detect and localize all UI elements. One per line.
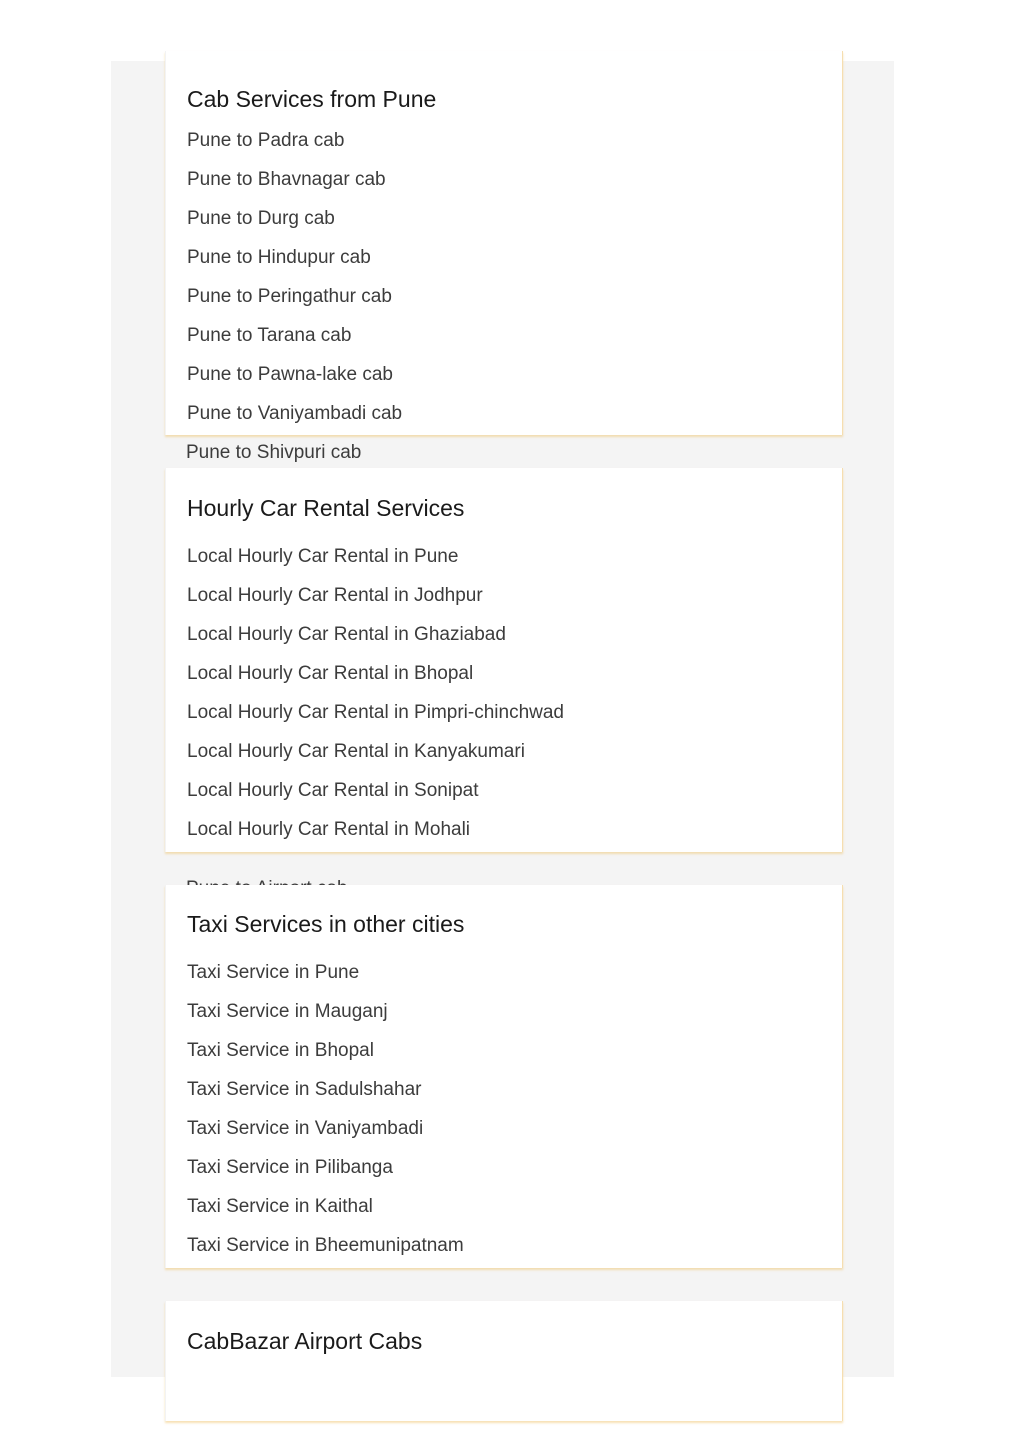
list-item[interactable]: Local Hourly Car Rental in Jodhpur bbox=[187, 585, 483, 606]
list-item[interactable]: Pune to Bhavnagar cab bbox=[187, 169, 386, 190]
list-item[interactable]: Taxi Service in Pune bbox=[187, 962, 360, 983]
card-airport-cabs bbox=[165, 1301, 843, 1421]
list-item[interactable]: Local Hourly Car Rental in Pune bbox=[187, 546, 459, 567]
list-item[interactable]: Pune to Peringathur cab bbox=[187, 286, 392, 307]
link-list-clip bbox=[166, 953, 842, 1256]
list-item[interactable]: Local Hourly Car Rental in Ghaziabad bbox=[187, 624, 506, 645]
overflow-list-item[interactable]: Pune to Shivpuri cab bbox=[186, 442, 362, 463]
list-item[interactable]: Taxi Service in Kaithal bbox=[187, 1196, 373, 1217]
section-title: Hourly Car Rental Services bbox=[187, 495, 465, 521]
list-item[interactable]: Taxi Service in Pilibanga bbox=[187, 1157, 393, 1178]
taxi-services-list bbox=[187, 953, 832, 1265]
list-item[interactable]: Local Hourly Car Rental in Mohali bbox=[187, 819, 471, 840]
list-item[interactable]: Pune to Pawna-lake cab bbox=[187, 364, 393, 385]
list-item[interactable]: Local Hourly Car Rental in Kanyakumari bbox=[187, 741, 525, 762]
link-list-clip bbox=[166, 121, 842, 435]
card-cab-services bbox=[165, 51, 843, 435]
hourly-rental-list bbox=[187, 537, 832, 849]
list-item[interactable]: Taxi Service in Bhopal bbox=[187, 1040, 374, 1061]
overflow-clip bbox=[111, 869, 894, 886]
cab-services-list bbox=[187, 121, 832, 433]
list-item[interactable]: Taxi Service in Mauganj bbox=[187, 1001, 388, 1022]
card-hourly-rental bbox=[165, 468, 843, 852]
card-taxi-services bbox=[165, 885, 843, 1268]
list-item[interactable]: Pune to Vaniyambadi cab bbox=[187, 403, 403, 424]
list-item[interactable]: Pune to Durg cab bbox=[187, 208, 335, 229]
link-list-clip bbox=[166, 537, 842, 840]
list-item[interactable]: Pune to Hindupur cab bbox=[187, 247, 371, 268]
list-item[interactable]: Taxi Service in Sadulshahar bbox=[187, 1079, 422, 1100]
list-item[interactable]: Local Hourly Car Rental in Sonipat bbox=[187, 780, 479, 801]
list-item[interactable]: Local Hourly Car Rental in Bhopal bbox=[187, 663, 474, 684]
list-item[interactable]: Taxi Service in Vaniyambadi bbox=[187, 1118, 424, 1139]
page-background bbox=[111, 61, 894, 1377]
list-item[interactable]: Local Hourly Car Rental in Pimpri-chinchwad bbox=[187, 702, 564, 723]
list-item[interactable]: Pune to Padra cab bbox=[187, 130, 345, 151]
section-title: Taxi Services in other cities bbox=[187, 911, 465, 937]
section-title: CabBazar Airport Cabs bbox=[187, 1328, 423, 1354]
list-item[interactable]: Pune to Tarana cab bbox=[187, 325, 352, 346]
list-item[interactable]: Taxi Service in Bheemunipatnam bbox=[187, 1235, 464, 1256]
section-title: Cab Services from Pune bbox=[187, 86, 437, 112]
